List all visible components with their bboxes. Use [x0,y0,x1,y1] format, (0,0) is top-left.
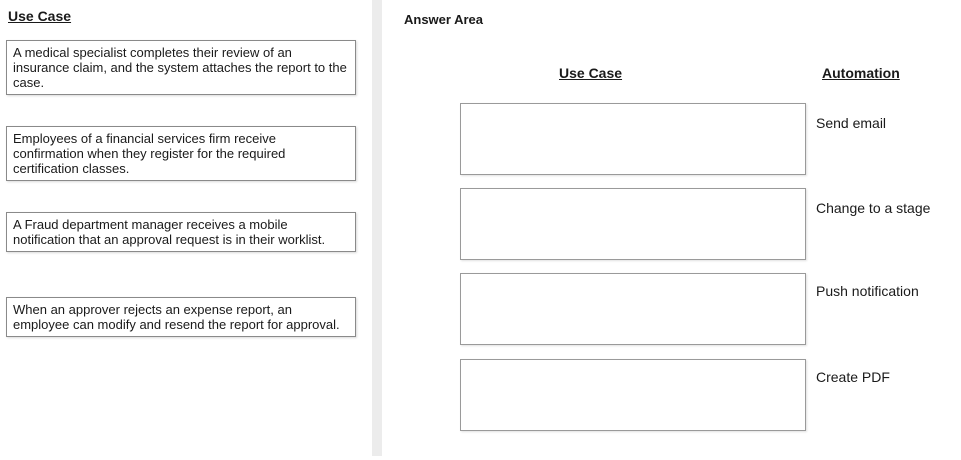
drop-target-create-pdf[interactable] [460,359,806,431]
panel-divider [372,0,382,456]
use-case-item-fraud-notification[interactable]: A Fraud department manager receives a mobile notification that an approval request is in their worklist. [6,212,356,252]
use-case-source-title: Use Case [8,8,72,24]
automation-label-change-stage: Change to a stage [816,200,931,216]
use-case-item-certification-registration[interactable]: Employees of a financial services firm receive confirmation when they register for the required certification classes. [6,126,356,181]
answer-area-title: Answer Area [404,12,483,27]
drop-target-change-stage[interactable] [460,188,806,260]
drop-target-send-email[interactable] [460,103,806,175]
answer-area-panel [382,0,961,460]
automation-label-send-email: Send email [816,115,887,131]
use-case-item-expense-report[interactable]: When an approver rejects an expense report, an employee can modify and resend the report for approval. [6,297,356,337]
answer-use-case-column-header: Use Case [559,65,623,81]
drop-target-push-notification[interactable] [460,273,806,345]
automation-label-create-pdf: Create PDF [816,369,890,385]
automation-label-push-notification: Push notification [816,283,919,299]
use-case-item-medical-claim[interactable]: A medical specialist completes their review of an insurance claim, and the system attaches the report to the case. [6,40,356,95]
automation-column-header: Automation [822,65,900,81]
use-case-source-panel [0,0,370,460]
